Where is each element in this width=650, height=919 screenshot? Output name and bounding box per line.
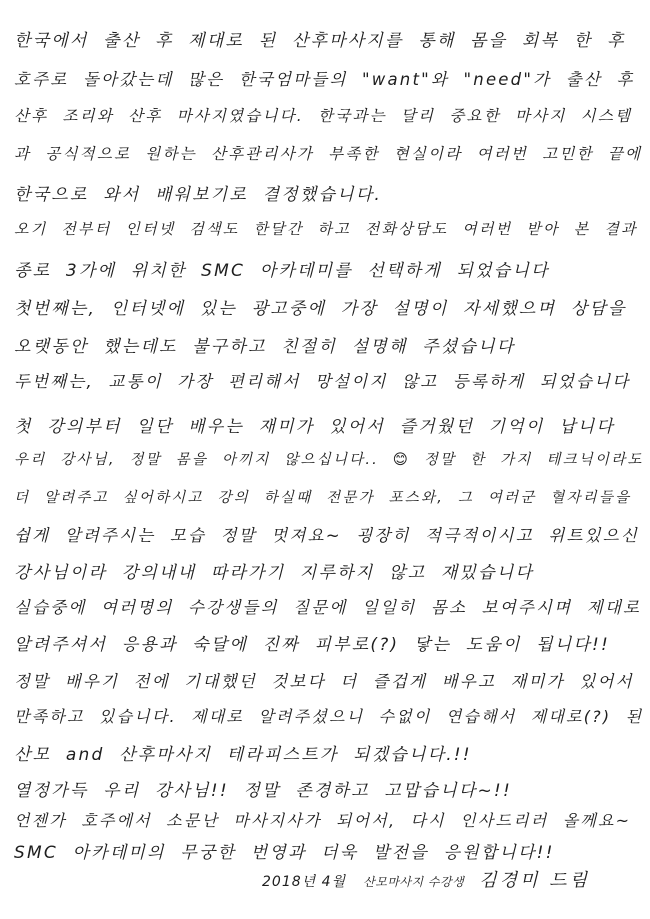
signature-date: 2018년 4월 — [262, 874, 347, 890]
letter-line: 정말 배우기 전에 기대했던 것보다 더 즐겁게 배우고 재미가 있어서 — [14, 672, 634, 691]
letter-line: 오기 전부터 인터넷 검색도 한달간 하고 전화상담도 여러번 받아 본 결과 — [14, 220, 638, 238]
letter-line: 쉽게 알려주시는 모습 정말 멋져요~ 굉장히 적극적이시고 위트있으신 — [14, 526, 640, 545]
letter-line: 호주로 돌아갔는데 많은 한국엄마들의 "want"와 "need"가 출산 후 — [14, 70, 635, 89]
signature-course: 산모마사지 수강생 — [363, 875, 465, 889]
letter-line: 언젠가 호주에서 소문난 마사지사가 되어서, 다시 인사드리러 올께요~ — [14, 811, 632, 830]
letter-line: 과 공식적으로 원하는 산후관리사가 부족한 현실이라 여러번 고민한 끝에 — [14, 145, 643, 163]
letter-line: 첫번째는, 인터넷에 있는 광고중에 가장 설명이 자세했으며 상담을 — [14, 299, 627, 319]
letter-line: 한국에서 출산 후 제대로 된 산후마사지를 통해 몸을 회복 한 후 — [14, 31, 626, 51]
letter-line: 열정가득 우리 강사님!! 정말 존경하고 고맙습니다~!! — [14, 781, 512, 801]
letter-line: 두번째는, 교통이 가장 편리해서 망설이지 않고 등록하게 되었습니다 — [14, 372, 631, 391]
letter-line: 종로 3가에 위치한 SMC 아카데미를 선택하게 되었습니다 — [14, 261, 550, 281]
letter-line: SMC 아카데미의 무궁한 번영과 더욱 발전을 응원합니다!! — [14, 843, 555, 863]
letter-line: 첫 강의부터 일단 배우는 재미가 있어서 즐거웠던 기억이 납니다 — [14, 417, 616, 437]
letter-line: 실습중에 여러명의 수강생들의 질문에 일일히 몸소 보여주시며 제대로 — [14, 598, 642, 617]
letter-line: 우리 강사님, 정말 몸을 아끼지 않으십니다.. 😊 정말 한 가지 테크닉이라도 — [14, 452, 644, 468]
signature — [262, 866, 590, 892]
signature-name: 김경미 드림 — [479, 870, 590, 891]
letter-line: 만족하고 있습니다. 제대로 알려주셨으니 수없이 연습해서 제대로(?) 된 — [14, 707, 644, 726]
letter-line: 산모 and 산후마사지 테라피스트가 되겠습니다.!! — [14, 745, 472, 765]
letter-line: 한국으로 와서 배워보기로 결정했습니다. — [14, 185, 382, 205]
letter-line: 강사님이라 강의내내 따라가기 지루하지 않고 재밌습니다 — [14, 563, 534, 583]
letter-line: 오랫동안 했는데도 불구하고 친절히 설명해 주셨습니다 — [14, 337, 516, 357]
letter-line: 더 알려주고 싶어하시고 강의 하실때 전문가 포스와, 그 여러군 혈자리들을 — [14, 490, 632, 506]
letter-line: 알려주셔서 응용과 숙달에 진짜 피부로(?) 닿는 도움이 됩니다!! — [14, 635, 611, 655]
letter-line: 산후 조리와 산후 마사지였습니다. 한국과는 달리 중요한 마사지 시스템 — [14, 107, 633, 125]
